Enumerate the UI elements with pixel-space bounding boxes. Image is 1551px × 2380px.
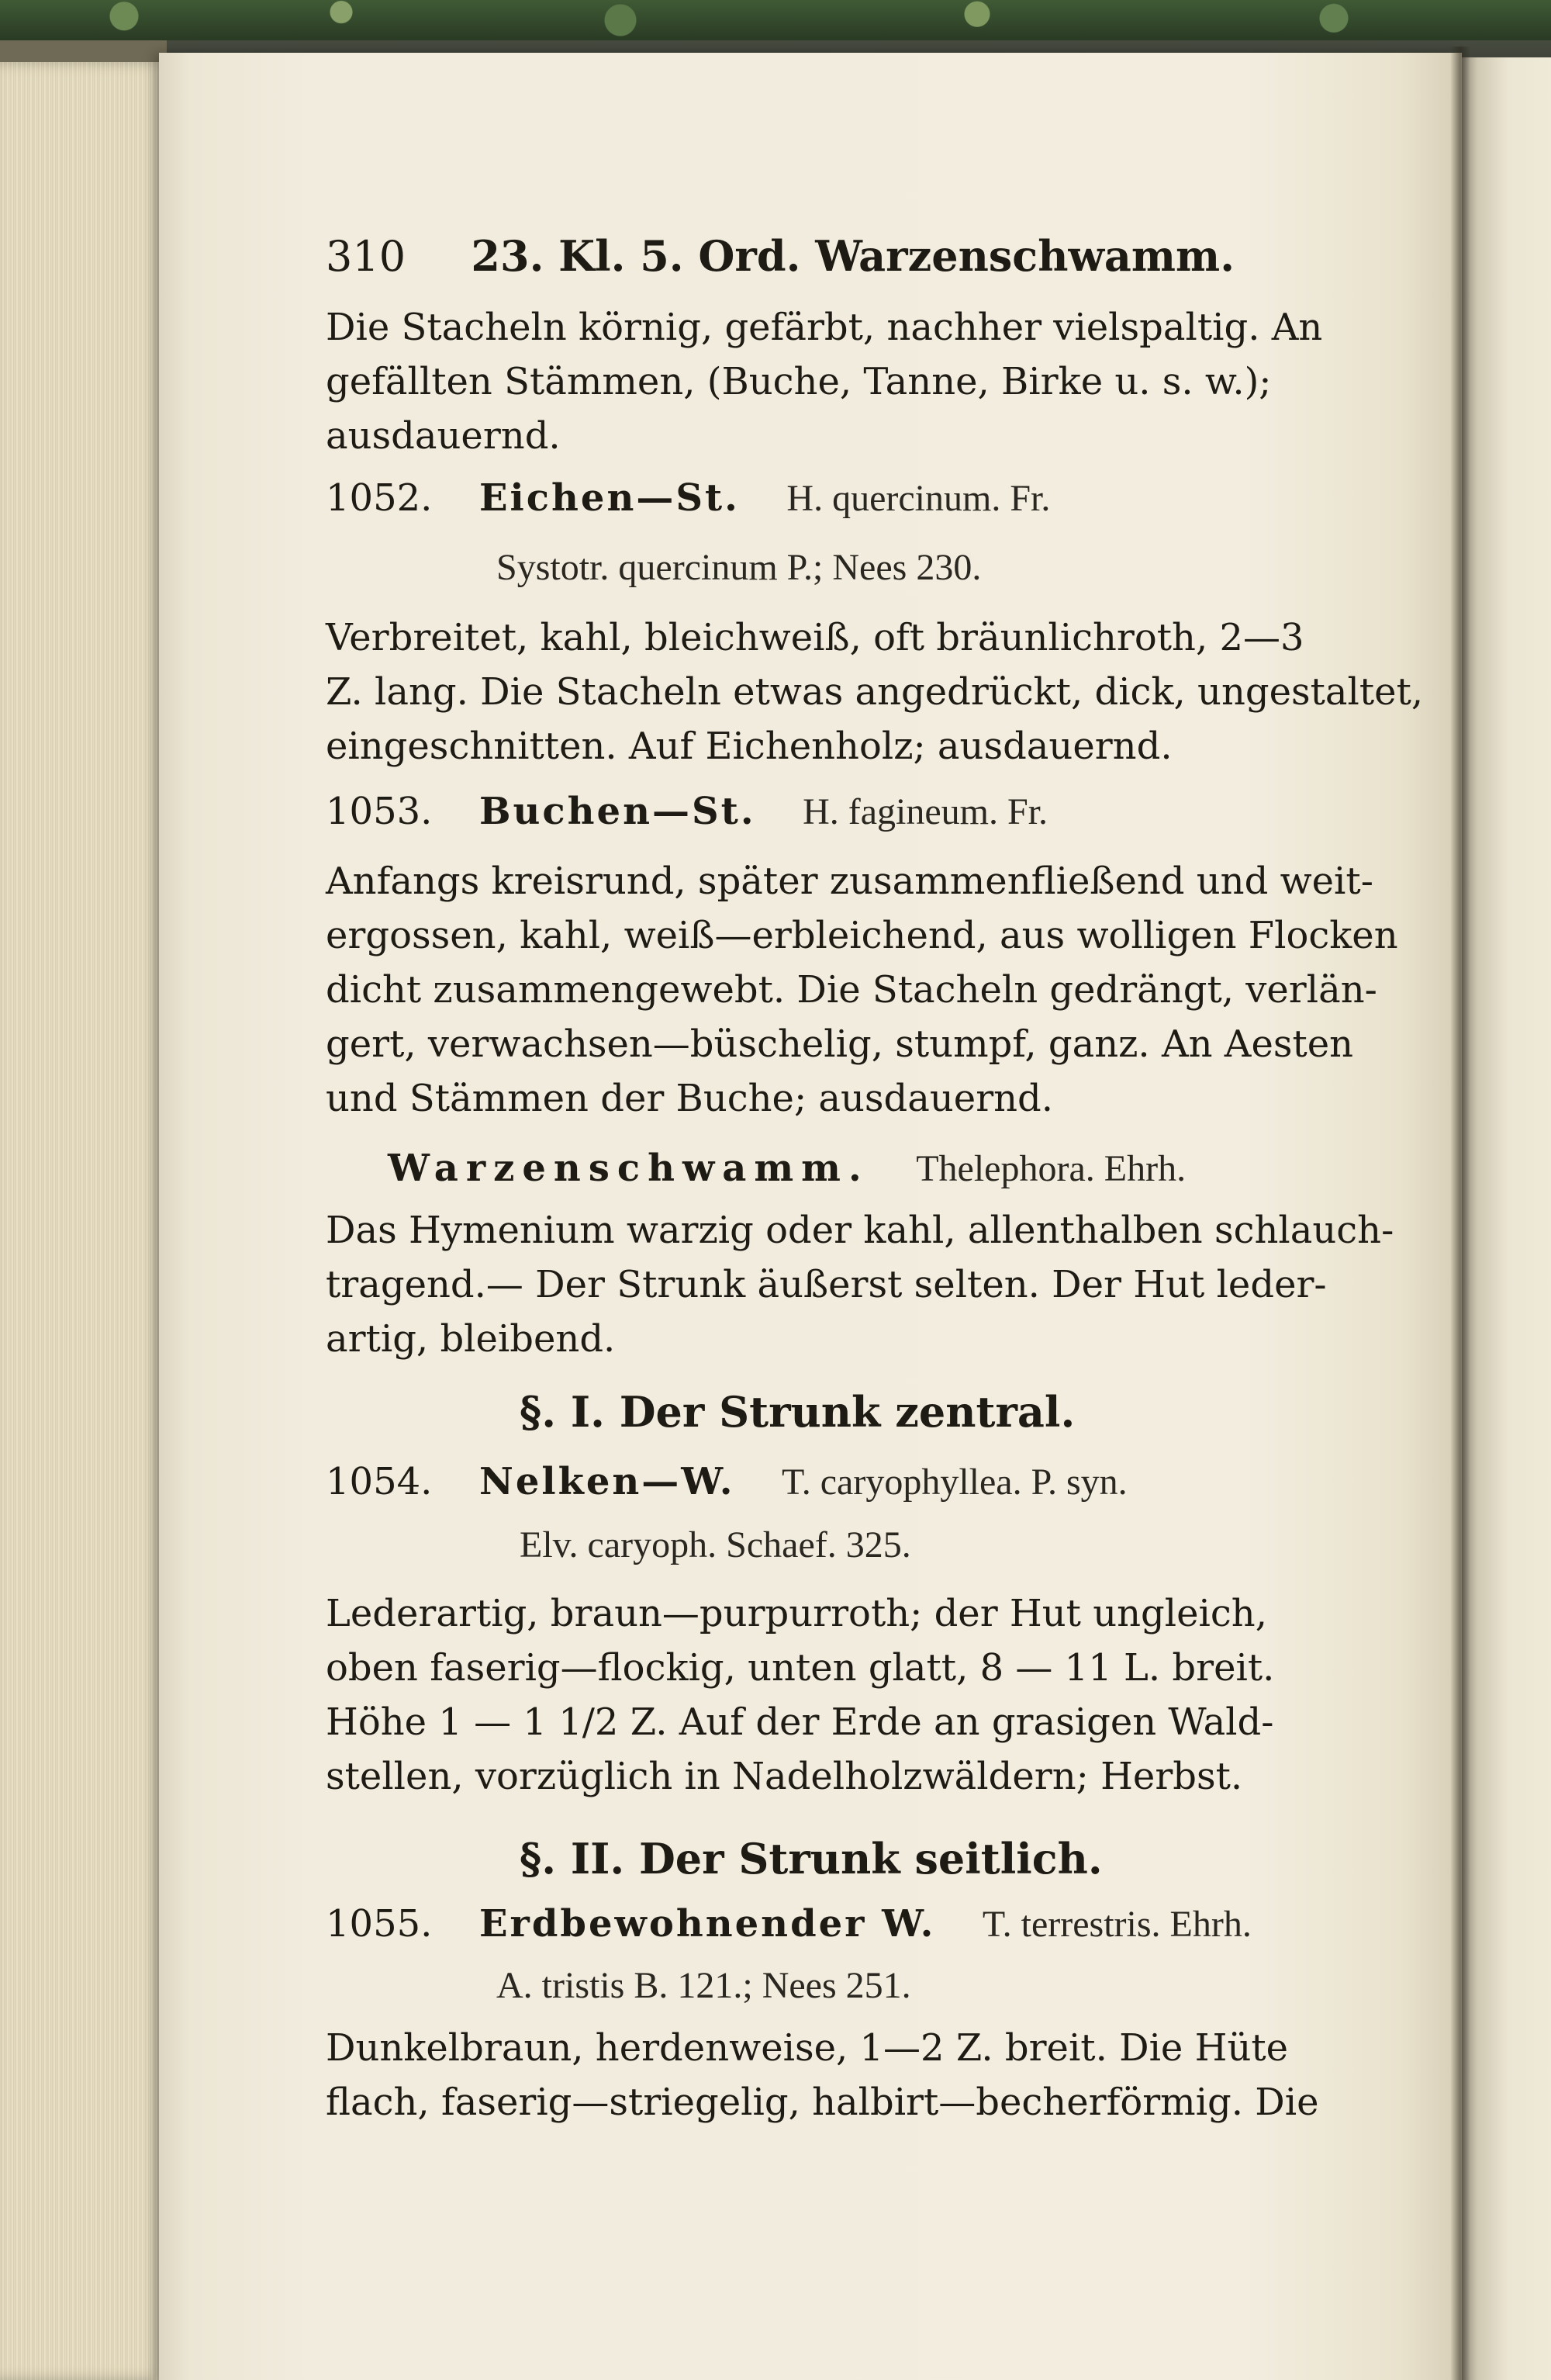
- latin-name: H. fagineum. Fr.: [803, 791, 1048, 832]
- running-head: 23. Kl. 5. Ord. Warzenschwamm.: [471, 231, 1235, 281]
- section-heading: §. I. Der Strunk zentral.: [520, 1387, 1076, 1437]
- paragraph-line: Die Stacheln körnig, gefärbt, nachher vielspaltig. An: [326, 306, 1323, 349]
- latin-name: T. terrestris. Ehrh.: [982, 1904, 1252, 1945]
- paragraph-line: tragend.— Der Strunk äußerst selten. Der Hut leder-: [326, 1263, 1327, 1306]
- section-heading: §. II. Der Strunk seitlich.: [520, 1834, 1103, 1884]
- entry-number: 1055.: [326, 1902, 433, 1946]
- running-header: [326, 233, 1235, 280]
- entry-number: 1053.: [326, 790, 433, 833]
- german-name: Buchen—St.: [478, 790, 756, 833]
- paragraph-line: ausdauernd.: [326, 414, 561, 458]
- paragraph-line: Z. lang. Die Stacheln etwas angedrückt, dick, ungestaltet,: [326, 670, 1424, 714]
- paragraph-line: flach, faserig—striegelig, halbirt—becherförmig. Die: [326, 2081, 1319, 2124]
- german-name: Eichen—St.: [478, 476, 740, 520]
- paragraph-line: gert, verwachsen—büschelig, stumpf, ganz. An Aesten: [326, 1022, 1354, 1066]
- synonym-line: Systotr. quercinum P.; Nees 230.: [496, 547, 982, 588]
- latin-name: T. caryophyllea. P. syn.: [781, 1462, 1128, 1503]
- entry-number: 1052.: [326, 476, 433, 520]
- paragraph-line: gefällten Stämmen, (Buche, Tanne, Birke u. s. w.);: [326, 360, 1272, 403]
- paragraph-line: Verbreitet, kahl, bleichweiß, oft bräunlichroth, 2—3: [326, 616, 1304, 659]
- paragraph-line: eingeschnitten. Auf Eichenholz; ausdauernd.: [326, 725, 1173, 768]
- genus-latin: Thelephora. Ehrh.: [916, 1148, 1187, 1189]
- page-edges: [0, 62, 167, 2380]
- paragraph-line: ergossen, kahl, weiß—erbleichend, aus wolligen Flocken: [326, 914, 1398, 957]
- paragraph-line: Dunkelbraun, herdenweise, 1—2 Z. breit. Die Hüte: [326, 2026, 1289, 2070]
- paragraph-line: oben faserig—flockig, unten glatt, 8 — 11 L. breit.: [326, 1646, 1275, 1690]
- german-name: Nelken—W.: [478, 1460, 735, 1503]
- marbled-cover: [0, 0, 1551, 40]
- paragraph-line: dicht zusammengewebt. Die Stacheln gedrängt, verlän-: [326, 968, 1377, 1012]
- entry-heading: [326, 475, 1050, 522]
- german-name: Erdbewohnender W.: [478, 1902, 936, 1946]
- page-number: 310: [326, 232, 406, 281]
- synonym-line: Elv. caryoph. Schaef. 325.: [520, 1524, 911, 1565]
- entry-heading: [326, 1901, 1252, 1948]
- entry-heading: [326, 788, 1048, 835]
- entry-heading: [326, 1458, 1128, 1506]
- paragraph-line: Anfangs kreisrund, später zusammenfließend und weit-: [326, 860, 1373, 903]
- entry-number: 1054.: [326, 1460, 433, 1503]
- paragraph-line: Das Hymenium warzig oder kahl, allenthalben schlauch-: [326, 1209, 1394, 1252]
- book-gutter: [1450, 47, 1470, 2380]
- latin-name: H. quercinum. Fr.: [786, 478, 1051, 519]
- genus-heading: [388, 1145, 1186, 1192]
- paragraph-line: artig, bleibend.: [326, 1317, 616, 1361]
- paragraph-line: stellen, vorzüglich in Nadelholzwäldern; Herbst.: [326, 1755, 1243, 1798]
- synonym-line: A. tristis B. 121.; Nees 251.: [496, 1965, 911, 2006]
- paragraph-line: Höhe 1 — 1 1/2 Z. Auf der Erde an grasigen Wald-: [326, 1700, 1274, 1744]
- facing-page-edge: [1462, 57, 1551, 2380]
- paragraph-line: Lederartig, braun—purpurroth; der Hut ungleich,: [326, 1592, 1267, 1635]
- paragraph-line: und Stämmen der Buche; ausdauernd.: [326, 1077, 1054, 1120]
- genus-german: Warzenschwamm.: [388, 1147, 869, 1190]
